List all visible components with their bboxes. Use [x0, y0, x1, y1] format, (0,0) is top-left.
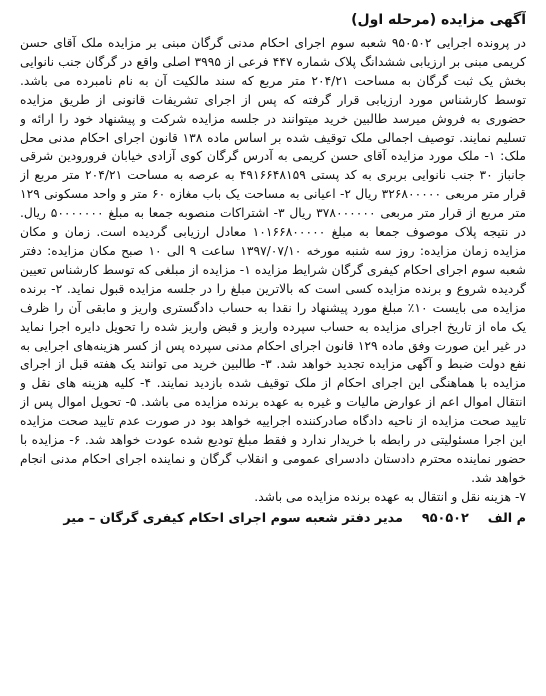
notice-title: آگهی مزایده (مرحله اول)	[351, 12, 526, 28]
notice-final-item: ۷- هزینه نقل و انتقال به عهده برنده مزایده می باشد.	[254, 489, 526, 504]
notice-body: در پرونده اجرایی ۹۵۰۵۰۲ شعبه سوم اجرای احکام مدنی گرگان مبنی بر مزایده ملک آقای حسن کریمی مبنی بر ارزیابی ششدانگ پلاک شماره ۴۴۷ فرعی از ۳۹۹۵ اصلی واقع در گرگان جنب نانوایی بخش یک ثبت گرگان به مساحت ۲۰۴/۲۱ متر مربع که سند مالکیت آن به نام نامبرده می باشد. توسط کارشناس مورد ارزیابی قرار گرفته که پس از اجرای تشریفات قانونی از طریق مزایده حضوری به فروش میرسد طالبین خرید میتوانند در جلسه مزایده شرکت و پیشنهاد خود را ارائه و تسلیم نمایند. توصیف اجمالی ملک توقیف شده بر اساس ماده ۱۳۸ قانون اجرای احکام مدنی محل ملک: ۱- ملک مورد مزایده آقای حسن کریمی به آدرس گرگان کوی آزادی خیابان فرورودین شرقی جانباز ۳۰ جنب نانوایی بربری به کد پستی ۴۹۱۶۶۴۸۱۵۹ به عرصه به مساحت ۲۰۴/۲۱ متر مربع از قرار متر مربعی ۳۲۶۸۰۰۰۰۰ ریال ۲- اعیانی به مساحت یک باب مغازه ۶۰ متر و واحد مسکونی ۱۲۹ متر مربع از قرار متر مربعی ۳۷۸۰۰۰۰۰۰ ریال ۳- اشتراکات منصوبه جمعا به مبلغ ۵۰۰۰۰۰۰۰ ریال. در نتیجه پلاک موصوف جمعا به مبلغ ۱۰۱۶۶۸۰۰۰۰۰ معادل ارزیابی گردیده است. زمان و مکان مزایده زمان مزایده: روز سه شنبه مورخه ۱۳۹۷/۰۷/۱۰ ساعت ۹ الی ۱۰ صبح مکان مزایده: دفتر شعبه سوم اجرای احکام کیفری گرگان شرایط مزایده ۱- مزایده از مبلغی که توسط کارشناس تعیین گردیده شروع و برنده مزایده کسی است که بالاترین مبلغ را در جلسه مزایده قبول نماید. ۲- برنده مزایده می بایست ۱۰٪ مبلغ مورد پیشنهاد را نقدا به حساب دادگستری واریز و مابقی آن را ظرف یک ماه از تاریخ اجرای مزایده به حساب سپرده واریز و قبض واریز شده را تحویل دایره اجرا نماید در غیر این صورت وفق ماده ۱۲۹ قانون اجرای احکام مدنی سپرده پس از کسر هزینه‌های اجرایی به نفع دولت ضبط و آگهی مزایده تجدید خواهد شد. ۳- طالبین خرید می توانند یک هفته قبل از اجرای مزایده با هماهنگی این اجرای احکام از ملک توقیف شده بازدید نمایند. ۴- کلیه هزینه های نقل و انتقال اموال اعم از عوارض مالیات و غیره به عهده برنده مزایده می باشد. ۵- تحویل اموال پس از تایید صحت مزایده از ناحیه دادگاه صادرکننده اجراییه خواهد بود در صورت عدم تایید صحت مزایده این اجرا مسئولیتی در رابطه با خریدار ندارد و فقط مبلغ تودیع شده عودت خواهد شد. ۶- مزایده با حضور نماینده محترم دادستان دادسرای عمومی و انقلاب گرگان و نماینده اجرای احکام مدنی انجام خواهد شد.	[20, 36, 526, 485]
auction-notice	[20, 10, 526, 686]
notice-footer	[20, 509, 526, 529]
footer-ref-label: م الف	[487, 510, 526, 526]
footer-ref-number: ۹۵۰۵۰۲	[421, 510, 469, 526]
footer-signature: مدیر دفتر شعبه سوم اجرای احکام کیفری گرگان – میر	[63, 510, 403, 526]
